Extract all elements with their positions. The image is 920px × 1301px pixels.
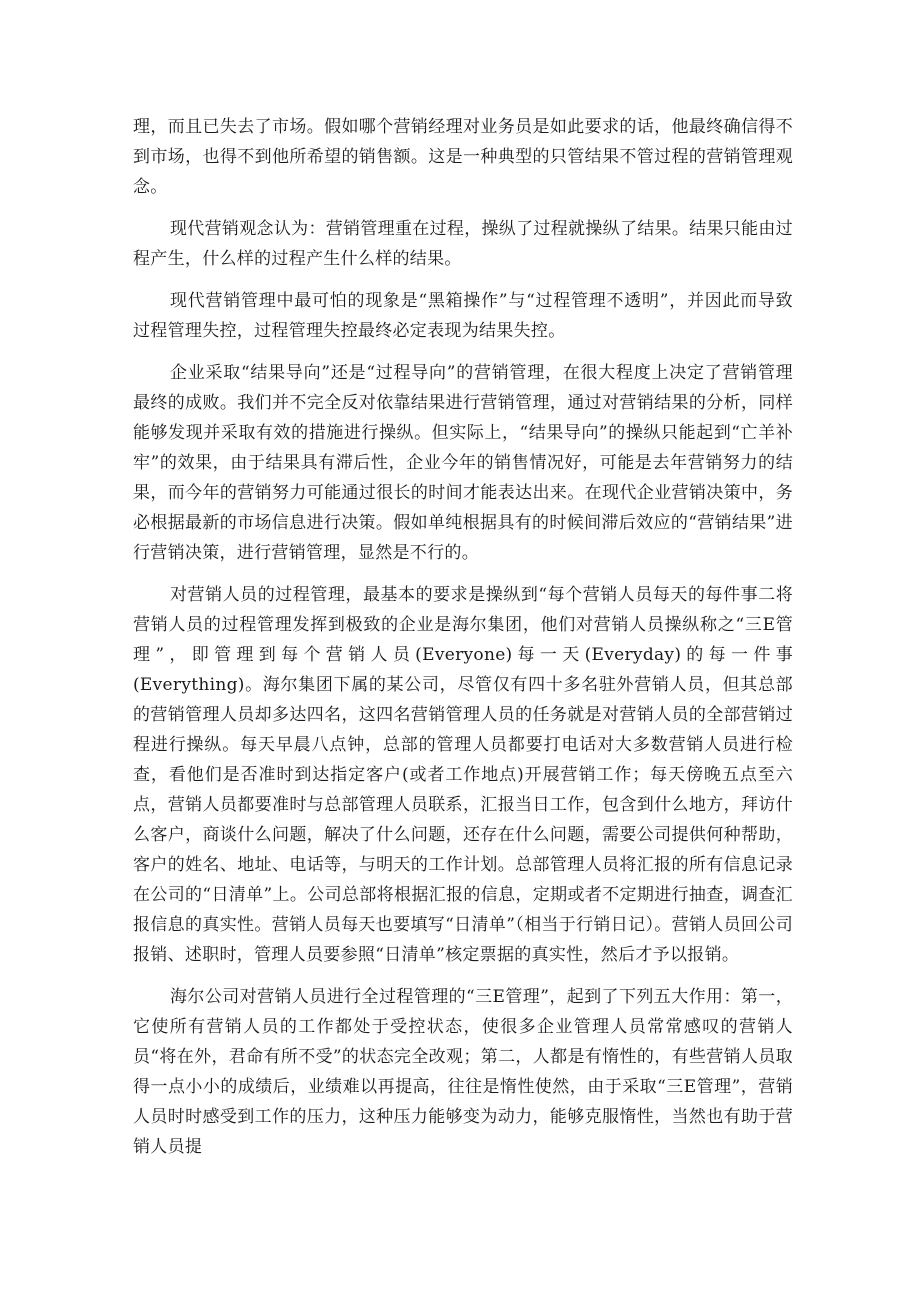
paragraph-continuation: 理，而且已失去了市场。假如哪个营销经理对业务员是如此要求的话，他最终确信得不到市场，也得不到他所希望的销售额。这是一种典型的只管结果不管过程的营销管理观念。 (133, 117, 793, 197)
paragraph-black-box-operation: 现代营销管理中最可怕的现象是“黑箱操作”与“过程管理不透明”，并因此而导致过程管理失控，过程管理失控最终必定表现为结果失控。 (133, 291, 793, 341)
paragraph-haier-3e-management: 对营销人员的过程管理，最基本的要求是操纵到“每个营销人员每天的每件事二将营销人员的过程管理发挥到极致的企业是海尔集团，他们对营销人员操纵称之“三E管理”，即管理到每个营销人员(Everyone)每一天(Everyday)的每一件事(Everything)。海尔集团下属的某公司，尽管仅有四十多名驻外营销人员，但其总部的营销管理人员却多达四名，这四名营销管理人员的任务就是对营销人员的全部营销过程进行操纵。每天早晨八点钟，总部的管理人员都要打电话对大多数营销人员进行检查，看他们是否准时到达指定客户(或者工作地点)开展营销工作；每天傍晚五点至六点，营销人员都要准时与总部管理人员联系，汇报当日工作，包含到什么地方，拜访什么客户，商谈什么问题，解决了什么问题，还存在什么问题，需要公司提供何种帮助，客户的姓名、地址、电话等，与明天的工作计划。总部管理人员将汇报的所有信息记录在公司的“日清单”上。公司总部将根据汇报的信息，定期或者不定期进行抽查，调查汇报信息的真实性。营销人员每天也要填写“日清单”（相当于行销日记）。营销人员回公司报销、述职时，管理人员要参照“日清单”核定票据的真实性，然后才予以报销。 (133, 585, 793, 965)
paragraph-result-vs-process: 企业采取“结果导向”还是“过程导向”的营销管理，在很大程度上决定了营销管理最终的成败。我们并不完全反对依靠结果进行营销管理，通过对营销结果的分析，同样能够发现并采取有效的措施进行操纵。但实际上，“结果导向”的操纵只能起到“亡羊补牢”的效果，由于结果具有滞后性，企业今年的销售情况好，可能是去年营销努力的结果，而今年的营销努力可能通过很长的时间才能表达出来。在现代企业营销决策中，务必根据最新的市场信息进行决策。假如单纯根据具有的时候间滞后效应的“营销结果”进行营销决策，进行营销管理，显然是不行的。 (133, 363, 793, 563)
body-text (133, 112, 793, 1162)
paragraph-3e-five-effects: 海尔公司对营销人员进行全过程管理的“三E管理”，起到了下列五大作用：第一，它使所有营销人员的工作都处于受控状态，使很多企业管理人员常常感叹的营销人员“将在外，君命有所不受”的状态完全改观；第二，人都是有惰性的，有些营销人员取得一点小小的成绩后，业绩难以再提高，往往是惰性使然，由于采取“三E管理”，营销人员时时感受到工作的压力，这种压力能够变为动力，能够克服惰性，当然也有助于营销人员提 (133, 987, 793, 1157)
paragraph-modern-marketing-concept: 现代营销观念认为：营销管理重在过程，操纵了过程就操纵了结果。结果只能由过程产生，什么样的过程产生什么样的结果。 (133, 219, 793, 269)
